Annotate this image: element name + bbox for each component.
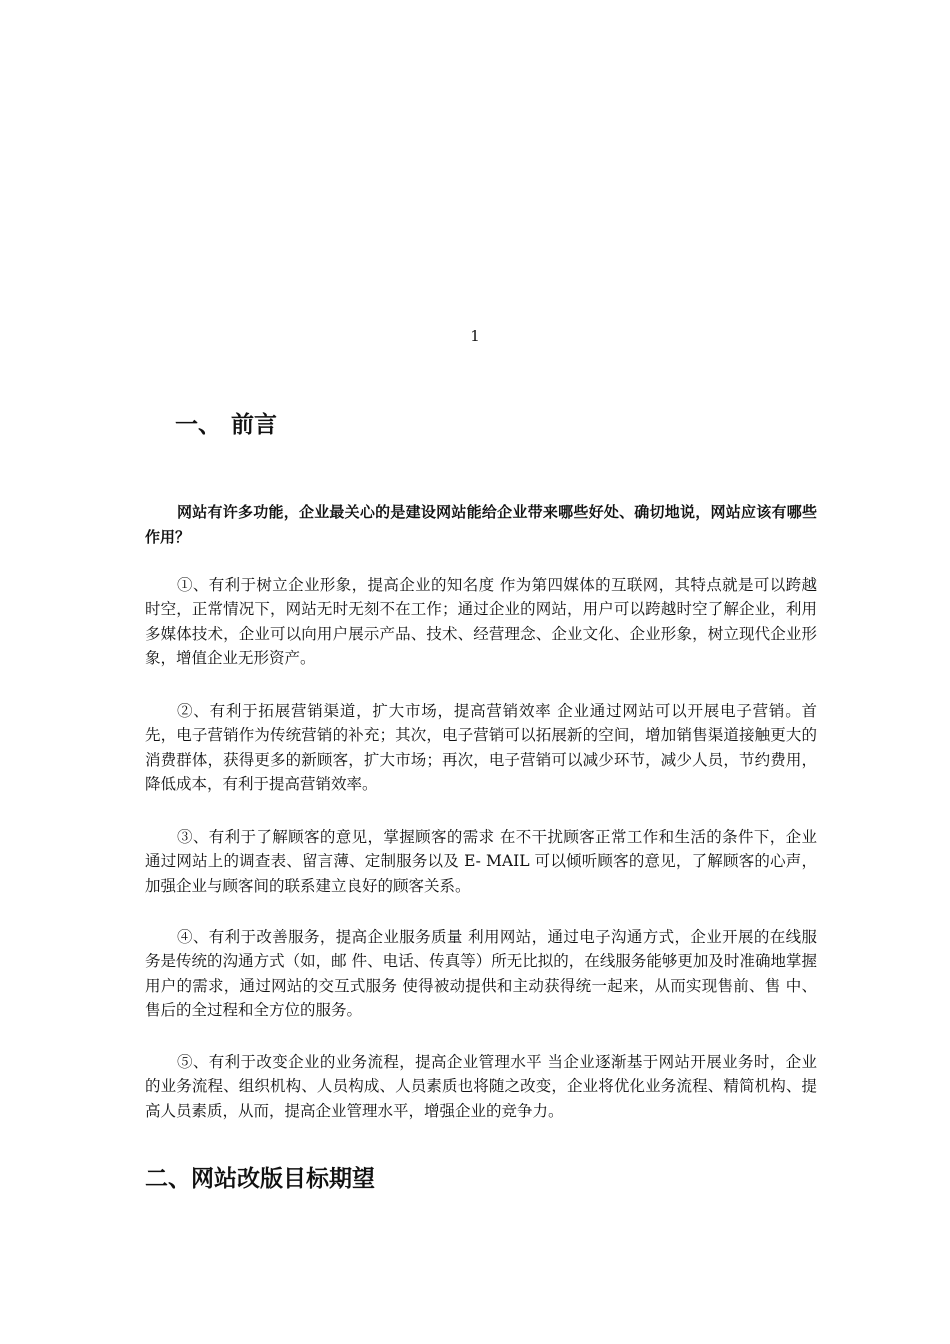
section-heading-goals: 二、网站改版目标期望 <box>145 1165 375 1192</box>
paragraph-1: ①、有利于树立企业形象，提高企业的知名度 作为第四媒体的互联网，其特点就是可以跨越时空，正常情况下，网站无时无刻不在工作；通过企业的网站，用户可以跨越时空了解企业，利用多媒体技术，企业可以向用户展示产品、技术、经营理念、企业文化、企业形象，树立现代企业形象，增值企业无形资产。 <box>145 576 817 667</box>
section-number: 一、 <box>175 411 221 438</box>
page-number: 1 <box>470 327 480 345</box>
section-title: 前言 <box>231 411 277 438</box>
section-heading-preface <box>175 410 277 440</box>
paragraph-2: ②、有利于拓展营销渠道，扩大市场，提高营销效率 企业通过网站可以开展电子营销。首先，电子营销作为传统营销的补充；其次，电子营销可以拓展新的空间，增加销售渠道接触更大的消费群体，获得更多的新顾客，扩大市场；再次，电子营销可以减少环节，减少人员，节约费用，降低成本，有利于提高营销效率。 <box>145 702 817 793</box>
intro-paragraph: 网站有许多功能，企业最关心的是建设网站能给企业带来哪些好处、确切地说，网站应该有哪些作用？ <box>145 503 817 546</box>
paragraph-3: ③、有利于了解顾客的意见，掌握顾客的需求 在不干扰顾客正常工作和生活的条件下，企业通过网站上的调查表、留言薄、定制服务以及 E- MAIL 可以倾听顾客的意见，了解顾客的心声，加强企业与顾客间的联系建立良好的顾客关系。 <box>145 828 817 895</box>
paragraph-4: ④、有利于改善服务，提高企业服务质量 利用网站，通过电子沟通方式，企业开展的在线服务是传统的沟通方式（如，邮 件、电话、传真等）所无比拟的，在线服务能够更加及时准确地掌握用户的需求，通过网站的交互式服务 使得被动提供和主动获得统一起来，从而实现售前、售 中、售后的全过程和全方位的服务。 <box>145 928 817 1019</box>
paragraph-5: ⑤、有利于改变企业的业务流程，提高企业管理水平 当企业逐渐基于网站开展业务时，企业的业务流程、组织机构、人员构成、人员素质也将随之改变，企业将优化业务流程、精简机构、提高人员素质，从而，提高企业管理水平，增强企业的竞争力。 <box>145 1053 817 1120</box>
